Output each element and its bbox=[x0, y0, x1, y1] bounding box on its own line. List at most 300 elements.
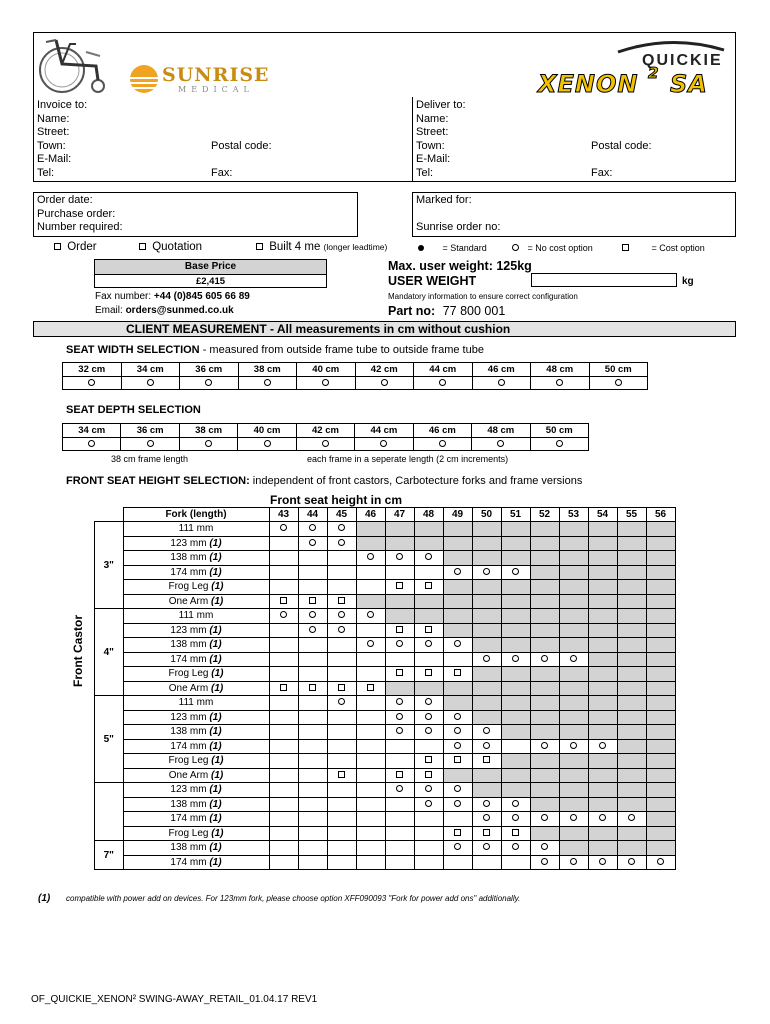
seat-height-cell[interactable] bbox=[472, 754, 501, 769]
seat-width-radio[interactable] bbox=[556, 379, 563, 386]
fork-length-label: 174 mm bbox=[170, 566, 207, 578]
seat-height-cell[interactable] bbox=[298, 522, 327, 537]
seat-height-cell[interactable] bbox=[298, 681, 327, 696]
seat-depth-option-cell[interactable] bbox=[238, 438, 296, 451]
built-note: (longer leadtime) bbox=[323, 242, 388, 252]
standard-dot-icon bbox=[418, 245, 424, 251]
seat-height-cell[interactable] bbox=[588, 739, 617, 754]
castor-header-cell bbox=[95, 508, 124, 522]
seat-height-cell[interactable] bbox=[414, 551, 443, 566]
seat-height-cell[interactable] bbox=[327, 522, 356, 537]
no-cost-option-radio[interactable] bbox=[570, 655, 577, 662]
seat-depth-option-cell[interactable] bbox=[472, 438, 530, 451]
no-cost-option-radio[interactable] bbox=[454, 785, 461, 792]
sunrise-order-no-field[interactable]: Sunrise order no: bbox=[416, 221, 501, 233]
seat-height-cell[interactable] bbox=[501, 826, 530, 841]
no-cost-option-radio[interactable] bbox=[367, 553, 374, 560]
seat-width-radio[interactable] bbox=[264, 379, 271, 386]
cost-option-checkbox[interactable] bbox=[454, 669, 461, 676]
front-seat-heading bbox=[66, 475, 582, 487]
no-cost-option-radio[interactable] bbox=[309, 611, 316, 618]
seat-depth-radio[interactable] bbox=[322, 440, 329, 447]
seat-width-option-cell[interactable] bbox=[121, 377, 180, 390]
no-cost-option-radio[interactable] bbox=[425, 727, 432, 734]
seat-width-option-cell[interactable] bbox=[414, 377, 473, 390]
seat-height-cell[interactable] bbox=[269, 522, 298, 537]
seat-height-cell[interactable] bbox=[530, 652, 559, 667]
seat-height-cell[interactable] bbox=[530, 739, 559, 754]
seat-height-cell[interactable] bbox=[385, 623, 414, 638]
front-seat-row bbox=[95, 710, 676, 725]
no-cost-option-radio[interactable] bbox=[512, 800, 519, 807]
seat-height-cell[interactable] bbox=[501, 652, 530, 667]
seat-width-option-cell[interactable] bbox=[589, 377, 648, 390]
cost-option-checkbox[interactable] bbox=[512, 829, 519, 836]
seat-width-radio[interactable] bbox=[439, 379, 446, 386]
no-cost-option-radio[interactable] bbox=[541, 843, 548, 850]
seat-depth-option-cell[interactable] bbox=[296, 438, 354, 451]
invoice-postal-label[interactable]: Postal code: bbox=[211, 139, 272, 152]
seat-height-cell bbox=[646, 797, 675, 812]
cost-option-checkbox[interactable] bbox=[425, 771, 432, 778]
seat-height-cell[interactable] bbox=[443, 826, 472, 841]
seat-height-cell bbox=[588, 725, 617, 740]
no-cost-option-radio[interactable] bbox=[599, 742, 606, 749]
seat-height-cell[interactable] bbox=[385, 725, 414, 740]
invoice-street-field[interactable]: Street: bbox=[37, 126, 70, 138]
seat-depth-option-cell[interactable] bbox=[179, 438, 237, 451]
seat-height-cell[interactable] bbox=[588, 855, 617, 870]
no-cost-option-radio[interactable] bbox=[396, 553, 403, 560]
seat-height-cell[interactable] bbox=[443, 797, 472, 812]
seat-height-cell[interactable] bbox=[269, 594, 298, 609]
seat-depth-size-label: 40 cm bbox=[238, 424, 296, 438]
seat-height-cell[interactable] bbox=[472, 841, 501, 856]
no-cost-option-radio[interactable] bbox=[570, 858, 577, 865]
seat-width-option-cell[interactable] bbox=[531, 377, 590, 390]
quotation-checkbox[interactable] bbox=[139, 243, 146, 250]
cost-option-checkbox[interactable] bbox=[280, 684, 287, 691]
invoice-name-field[interactable]: Name: bbox=[37, 112, 70, 125]
seat-height-cell[interactable] bbox=[501, 841, 530, 856]
no-cost-option-radio[interactable] bbox=[541, 655, 548, 662]
no-cost-option-radio[interactable] bbox=[425, 713, 432, 720]
cost-option-checkbox[interactable] bbox=[396, 582, 403, 589]
seat-height-cell bbox=[559, 536, 588, 551]
seat-height-cell[interactable] bbox=[414, 623, 443, 638]
seat-height-cell bbox=[530, 522, 559, 537]
no-cost-option-radio[interactable] bbox=[570, 742, 577, 749]
seat-depth-option-cell[interactable] bbox=[63, 438, 121, 451]
seat-height-cell[interactable] bbox=[414, 725, 443, 740]
cost-option-checkbox[interactable] bbox=[309, 597, 316, 604]
no-cost-option-radio[interactable] bbox=[628, 858, 635, 865]
fork-length-cell bbox=[123, 783, 269, 798]
seat-depth-option-cell[interactable] bbox=[355, 438, 413, 451]
no-cost-option-radio[interactable] bbox=[309, 626, 316, 633]
no-cost-option-radio[interactable] bbox=[454, 568, 461, 575]
seat-depth-radio[interactable] bbox=[497, 440, 504, 447]
cost-option-checkbox[interactable] bbox=[454, 756, 461, 763]
cost-option-checkbox[interactable] bbox=[425, 669, 432, 676]
seat-height-cell[interactable] bbox=[327, 536, 356, 551]
seat-height-cell[interactable] bbox=[327, 623, 356, 638]
order-checkbox[interactable] bbox=[54, 243, 61, 250]
no-cost-option-radio[interactable] bbox=[425, 553, 432, 560]
seat-height-cell bbox=[530, 580, 559, 595]
seat-height-cell[interactable] bbox=[385, 667, 414, 682]
seat-height-cell[interactable] bbox=[298, 594, 327, 609]
seat-height-cell[interactable] bbox=[414, 710, 443, 725]
no-cost-option-radio[interactable] bbox=[454, 713, 461, 720]
no-cost-option-radio[interactable] bbox=[657, 858, 664, 865]
seat-depth-radio[interactable] bbox=[205, 440, 212, 447]
cost-option-checkbox[interactable] bbox=[367, 684, 374, 691]
no-cost-option-radio[interactable] bbox=[483, 568, 490, 575]
seat-height-cell bbox=[269, 855, 298, 870]
number-required-field[interactable]: Number required: bbox=[37, 221, 123, 233]
seat-height-cell[interactable] bbox=[414, 797, 443, 812]
seat-height-cell[interactable] bbox=[443, 667, 472, 682]
seat-height-cell[interactable] bbox=[298, 623, 327, 638]
seat-height-cell[interactable] bbox=[414, 754, 443, 769]
no-cost-option-radio[interactable] bbox=[425, 785, 432, 792]
front-seat-row bbox=[95, 580, 676, 595]
castor-size-label: 4" bbox=[103, 646, 114, 658]
seat-height-cell[interactable] bbox=[472, 652, 501, 667]
deliver-fax-label[interactable]: Fax: bbox=[591, 166, 613, 179]
cost-option-checkbox[interactable] bbox=[396, 626, 403, 633]
seat-depth-option-cell[interactable] bbox=[530, 438, 589, 451]
no-cost-option-radio[interactable] bbox=[599, 814, 606, 821]
no-cost-option-radio[interactable] bbox=[425, 640, 432, 647]
seat-height-cell[interactable] bbox=[530, 841, 559, 856]
seat-width-radio[interactable] bbox=[322, 379, 329, 386]
no-cost-option-radio[interactable] bbox=[396, 713, 403, 720]
no-cost-option-radio[interactable] bbox=[309, 539, 316, 546]
front-seat-row bbox=[95, 536, 676, 551]
sunrise-brand-sub: MEDICAL bbox=[178, 85, 254, 94]
cost-option-checkbox[interactable] bbox=[396, 771, 403, 778]
seat-height-cell[interactable] bbox=[559, 652, 588, 667]
seat-width-radio[interactable] bbox=[88, 379, 95, 386]
seat-height-cell[interactable] bbox=[385, 710, 414, 725]
seat-height-cell[interactable] bbox=[559, 739, 588, 754]
no-cost-option-radio[interactable] bbox=[483, 727, 490, 734]
cost-option-checkbox[interactable] bbox=[280, 597, 287, 604]
seat-depth-radio[interactable] bbox=[556, 440, 563, 447]
seat-height-cell[interactable] bbox=[269, 681, 298, 696]
seat-depth-radio[interactable] bbox=[264, 440, 271, 447]
user-weight-input[interactable] bbox=[531, 273, 677, 287]
seat-width-size-label: 50 cm bbox=[589, 363, 648, 377]
seat-height-cell[interactable] bbox=[588, 812, 617, 827]
seat-height-cell[interactable] bbox=[327, 696, 356, 711]
seat-height-cell[interactable] bbox=[356, 681, 385, 696]
fork-length-label: 138 mm bbox=[170, 639, 207, 651]
seat-width-option-cell[interactable] bbox=[355, 377, 414, 390]
seat-height-cell[interactable] bbox=[646, 855, 675, 870]
seat-height-cell[interactable] bbox=[327, 681, 356, 696]
no-cost-option-radio[interactable] bbox=[338, 698, 345, 705]
seat-height-label: 47 bbox=[385, 508, 414, 522]
seat-depth-radio[interactable] bbox=[439, 440, 446, 447]
fork-length-cell bbox=[123, 812, 269, 827]
front-seat-row bbox=[95, 565, 676, 580]
seat-height-cell bbox=[414, 841, 443, 856]
no-cost-option-radio[interactable] bbox=[396, 698, 403, 705]
order-email-value[interactable]: orders@sunmed.co.uk bbox=[125, 305, 234, 316]
fork-length-cell bbox=[123, 710, 269, 725]
no-cost-option-radio[interactable] bbox=[280, 611, 287, 618]
order-type-option[interactable] bbox=[54, 241, 97, 253]
seat-height-cell[interactable] bbox=[385, 696, 414, 711]
fork-footnote-ref: (1) bbox=[211, 755, 224, 767]
order-date-field[interactable]: Order date: bbox=[37, 194, 93, 206]
no-cost-option-radio[interactable] bbox=[483, 742, 490, 749]
seat-height-cell[interactable] bbox=[501, 812, 530, 827]
seat-height-cell bbox=[327, 565, 356, 580]
seat-height-cell[interactable] bbox=[443, 841, 472, 856]
no-cost-option-radio[interactable] bbox=[599, 858, 606, 865]
seat-height-cell[interactable] bbox=[472, 797, 501, 812]
no-cost-option-radio[interactable] bbox=[512, 655, 519, 662]
no-cost-option-radio[interactable] bbox=[425, 698, 432, 705]
seat-width-radio[interactable] bbox=[381, 379, 388, 386]
seat-height-cell[interactable] bbox=[559, 812, 588, 827]
cost-option-checkbox[interactable] bbox=[483, 829, 490, 836]
seat-height-cell[interactable] bbox=[472, 739, 501, 754]
seat-height-cell[interactable] bbox=[356, 609, 385, 624]
seat-height-cell bbox=[646, 783, 675, 798]
seat-height-cell[interactable] bbox=[327, 594, 356, 609]
seat-height-cell bbox=[269, 565, 298, 580]
no-cost-option-radio[interactable] bbox=[396, 640, 403, 647]
seat-width-size-label: 40 cm bbox=[297, 363, 356, 377]
seat-height-cell bbox=[356, 841, 385, 856]
seat-height-label: 53 bbox=[559, 508, 588, 522]
built-option[interactable] bbox=[256, 241, 387, 253]
no-cost-option-radio[interactable] bbox=[483, 800, 490, 807]
fork-length-label: 174 mm bbox=[170, 813, 207, 825]
seat-height-cell[interactable] bbox=[443, 638, 472, 653]
fork-footnote-ref: (1) bbox=[211, 682, 224, 694]
seat-width-option-cell[interactable] bbox=[297, 377, 356, 390]
seat-height-cell[interactable] bbox=[617, 855, 646, 870]
fork-footnote-ref: (1) bbox=[211, 769, 224, 781]
no-cost-option-radio[interactable] bbox=[367, 611, 374, 618]
cost-option-checkbox[interactable] bbox=[338, 597, 345, 604]
cost-option-checkbox[interactable] bbox=[425, 582, 432, 589]
seat-height-cell[interactable] bbox=[530, 812, 559, 827]
castor-size-label: 7" bbox=[103, 849, 114, 861]
no-cost-option-radio[interactable] bbox=[541, 814, 548, 821]
no-cost-option-radio[interactable] bbox=[454, 727, 461, 734]
seat-height-cell[interactable] bbox=[298, 536, 327, 551]
no-cost-option-radio[interactable] bbox=[454, 742, 461, 749]
invoice-tel-field[interactable] bbox=[37, 167, 407, 181]
built-label: Built 4 me bbox=[269, 241, 321, 253]
no-cost-option-radio[interactable] bbox=[483, 814, 490, 821]
no-cost-option-radio[interactable] bbox=[454, 640, 461, 647]
no-cost-option-radio[interactable] bbox=[396, 785, 403, 792]
seat-height-cell[interactable] bbox=[356, 638, 385, 653]
no-cost-option-radio[interactable] bbox=[338, 539, 345, 546]
seat-width-radio[interactable] bbox=[615, 379, 622, 386]
seat-height-cell[interactable] bbox=[385, 768, 414, 783]
seat-height-cell[interactable] bbox=[414, 768, 443, 783]
seat-width-option-cell[interactable] bbox=[238, 377, 297, 390]
seat-height-cell[interactable] bbox=[385, 638, 414, 653]
fork-length-label: 138 mm bbox=[170, 798, 207, 810]
seat-height-cell[interactable] bbox=[356, 551, 385, 566]
no-cost-option-radio[interactable] bbox=[338, 626, 345, 633]
seat-height-cell[interactable] bbox=[617, 812, 646, 827]
cost-option-checkbox[interactable] bbox=[454, 829, 461, 836]
deliver-name-field[interactable]: Name: bbox=[416, 112, 449, 125]
no-cost-option-radio[interactable] bbox=[338, 611, 345, 618]
cost-option-checkbox[interactable] bbox=[396, 669, 403, 676]
seat-height-cell bbox=[588, 652, 617, 667]
seat-width-option-cell[interactable] bbox=[472, 377, 531, 390]
no-cost-option-radio[interactable] bbox=[280, 524, 287, 531]
invoice-fax-label[interactable]: Fax: bbox=[211, 166, 233, 179]
quotation-option[interactable] bbox=[139, 241, 202, 253]
seat-height-cell bbox=[617, 667, 646, 682]
fork-footnote-ref: (1) bbox=[209, 711, 222, 723]
seat-height-cell[interactable] bbox=[385, 783, 414, 798]
seat-height-cell bbox=[559, 768, 588, 783]
no-cost-option-radio[interactable] bbox=[483, 655, 490, 662]
seat-height-cell[interactable] bbox=[443, 754, 472, 769]
seat-width-size-label: 46 cm bbox=[472, 363, 531, 377]
seat-height-cell bbox=[646, 739, 675, 754]
seat-width-option-cell[interactable] bbox=[63, 377, 122, 390]
seat-height-cell bbox=[501, 725, 530, 740]
cost-option-checkbox[interactable] bbox=[338, 684, 345, 691]
invoice-town-field[interactable] bbox=[37, 140, 407, 154]
deliver-postal-label[interactable]: Postal code: bbox=[591, 139, 652, 152]
seat-depth-radio[interactable] bbox=[88, 440, 95, 447]
invoice-email-field[interactable]: E-Mail: bbox=[37, 153, 72, 165]
seat-depth-radio[interactable] bbox=[147, 440, 154, 447]
seat-height-cell[interactable] bbox=[385, 580, 414, 595]
seat-height-cell[interactable] bbox=[530, 855, 559, 870]
marked-for-field[interactable]: Marked for: bbox=[416, 194, 472, 206]
no-cost-option-radio[interactable] bbox=[483, 843, 490, 850]
built-checkbox[interactable] bbox=[256, 243, 263, 250]
seat-height-cell bbox=[472, 696, 501, 711]
deliver-street-field[interactable]: Street: bbox=[416, 126, 449, 138]
no-cost-option-radio[interactable] bbox=[425, 800, 432, 807]
no-cost-option-radio[interactable] bbox=[628, 814, 635, 821]
seat-height-cell[interactable] bbox=[443, 565, 472, 580]
seat-height-cell bbox=[327, 652, 356, 667]
seat-depth-option-cell[interactable] bbox=[121, 438, 179, 451]
deliver-tel-field[interactable] bbox=[416, 167, 731, 181]
seat-height-cell bbox=[530, 754, 559, 769]
seat-height-cell[interactable] bbox=[414, 638, 443, 653]
seat-height-cell bbox=[298, 725, 327, 740]
seat-height-cell[interactable] bbox=[269, 609, 298, 624]
no-cost-option-radio[interactable] bbox=[512, 568, 519, 575]
seat-height-cell bbox=[385, 826, 414, 841]
front-seat-row bbox=[95, 739, 676, 754]
cost-option-checkbox[interactable] bbox=[425, 626, 432, 633]
no-cost-option-radio[interactable] bbox=[512, 843, 519, 850]
seat-height-cell[interactable] bbox=[327, 609, 356, 624]
form-footer: OF_QUICKIE_XENON² SWING-AWAY_RETAIL_01.04.17 REV1 bbox=[31, 994, 318, 1005]
seat-height-cell bbox=[269, 739, 298, 754]
no-cost-option-radio[interactable] bbox=[338, 524, 345, 531]
no-cost-option-radio[interactable] bbox=[541, 742, 548, 749]
seat-height-cell[interactable] bbox=[443, 783, 472, 798]
cost-option-checkbox[interactable] bbox=[338, 771, 345, 778]
no-cost-option-radio[interactable] bbox=[512, 814, 519, 821]
seat-height-cell[interactable] bbox=[385, 551, 414, 566]
no-cost-option-radio[interactable] bbox=[541, 858, 548, 865]
seat-height-cell bbox=[646, 565, 675, 580]
seat-height-cell bbox=[269, 536, 298, 551]
seat-height-cell[interactable] bbox=[501, 797, 530, 812]
seat-height-cell bbox=[443, 855, 472, 870]
seat-height-cell[interactable] bbox=[414, 667, 443, 682]
seat-height-cell[interactable] bbox=[443, 739, 472, 754]
seat-height-cell[interactable] bbox=[472, 725, 501, 740]
no-cost-option-radio[interactable] bbox=[367, 640, 374, 647]
cost-option-checkbox[interactable] bbox=[425, 756, 432, 763]
seat-height-cell[interactable] bbox=[414, 783, 443, 798]
seat-width-size-label: 44 cm bbox=[414, 363, 473, 377]
seat-width-radio[interactable] bbox=[498, 379, 505, 386]
seat-depth-radio[interactable] bbox=[380, 440, 387, 447]
seat-height-cell[interactable] bbox=[443, 725, 472, 740]
standard-label: = Standard bbox=[442, 243, 487, 253]
no-cost-option-radio[interactable] bbox=[309, 524, 316, 531]
seat-height-cell bbox=[443, 551, 472, 566]
cost-option-checkbox[interactable] bbox=[309, 684, 316, 691]
deliver-email-field[interactable]: E-Mail: bbox=[416, 153, 451, 165]
seat-depth-option-cell[interactable] bbox=[413, 438, 471, 451]
seat-width-radio[interactable] bbox=[205, 379, 212, 386]
fork-length-cell bbox=[123, 638, 269, 653]
front-seat-row bbox=[95, 551, 676, 566]
deliver-town-field[interactable] bbox=[416, 140, 731, 154]
seat-height-cell bbox=[617, 623, 646, 638]
seat-height-cell[interactable] bbox=[298, 609, 327, 624]
no-cost-option-radio[interactable] bbox=[570, 814, 577, 821]
purchase-order-field[interactable]: Purchase order: bbox=[37, 207, 116, 220]
front-seat-row bbox=[95, 522, 676, 537]
seat-height-cell[interactable] bbox=[472, 565, 501, 580]
fork-length-cell bbox=[123, 580, 269, 595]
no-cost-option-radio[interactable] bbox=[396, 727, 403, 734]
seat-height-cell[interactable] bbox=[414, 580, 443, 595]
seat-width-radio[interactable] bbox=[147, 379, 154, 386]
seat-height-cell[interactable] bbox=[559, 855, 588, 870]
seat-height-cell[interactable] bbox=[501, 565, 530, 580]
seat-height-cell[interactable] bbox=[443, 710, 472, 725]
seat-height-cell[interactable] bbox=[327, 768, 356, 783]
no-cost-option-radio[interactable] bbox=[454, 800, 461, 807]
seat-height-cell[interactable] bbox=[472, 826, 501, 841]
no-cost-option-radio[interactable] bbox=[454, 843, 461, 850]
seat-height-cell bbox=[530, 826, 559, 841]
seat-width-option-cell[interactable] bbox=[180, 377, 239, 390]
seat-height-cell[interactable] bbox=[414, 696, 443, 711]
seat-height-cell[interactable] bbox=[472, 812, 501, 827]
cost-option-checkbox[interactable] bbox=[483, 756, 490, 763]
